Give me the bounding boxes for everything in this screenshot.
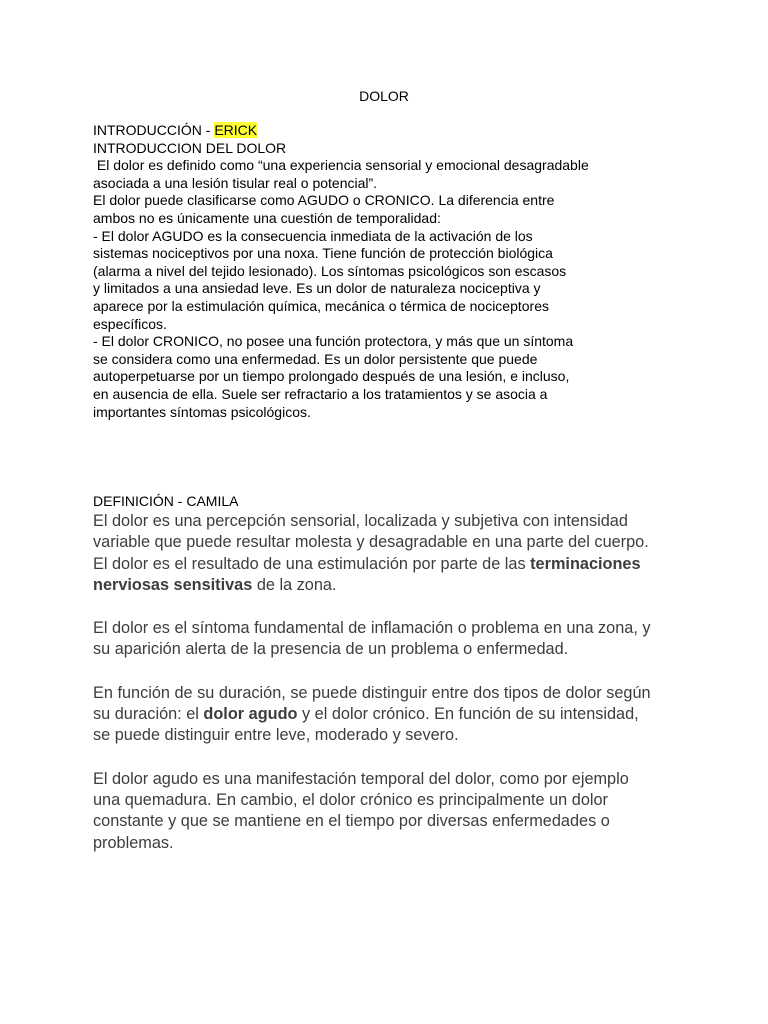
paragraph-line [93,575,693,596]
intro-line: El dolor es definido como “una experiencia sensorial y emocional desagradable [93,157,589,174]
bold-term: dolor agudo [203,705,298,724]
intro-line: sistemas nociceptivos por una noxa. Tiene función de protección biológica [93,245,553,262]
definition-paragraph-2 [93,618,693,661]
bold-term: terminaciones [530,554,641,573]
intro-line: (alarma a nivel del tejido lesionado). Los síntomas psicológicos son escasos [93,262,567,279]
definition-paragraph-3 [93,683,693,747]
intro-heading [93,122,633,140]
intro-line: y limitados a una ansiedad leve. Es un dolor de naturaleza nociceptiva y [93,280,541,297]
definition-heading: DEFINICIÓN - CAMILA [93,493,239,509]
intro-line: importantes síntomas psicológicos. [93,403,311,420]
bold-term: nerviosas sensitivas [93,575,253,594]
definition-paragraph-1 [93,511,693,596]
intro-heading-prefix: INTRODUCCIÓN - [93,122,215,138]
paragraph-line [93,704,693,725]
paragraph-line: se puede distinguir entre leve, moderado y severo. [93,726,459,745]
introduction-section [93,122,633,421]
paragraph-line: El dolor es el síntoma fundamental de inflamación o problema en una zona, y [93,619,651,638]
paragraph-line: constante y que se mantiene en el tiempo por diversas enfermedades o [93,812,610,831]
paragraph-text: El dolor es el resultado de una estimulación por parte de las [93,554,531,573]
paragraph-line: una quemadura. En cambio, el dolor crónico es principalmente un dolor [93,790,608,809]
paragraph-text: y el dolor crónico. En función de su intensidad, [297,705,639,724]
intro-author-highlight: ERICK [214,122,258,138]
paragraph-line: su aparición alerta de la presencia de un problema o enfermedad. [93,640,569,659]
intro-line: El dolor puede clasificarse como AGUDO o CRONICO. La diferencia entre [93,192,555,209]
paragraph-line: El dolor es una percepción sensorial, localizada y subjetiva con intensidad [93,512,628,530]
definition-paragraph-4 [93,769,693,854]
intro-line: - El dolor AGUDO es la consecuencia inmediata de la activación de los [93,227,533,244]
paragraph-line: problemas. [93,833,174,852]
intro-line: específicos. [93,315,167,332]
paragraph-line: En función de su duración, se puede distinguir entre dos tipos de dolor según [93,683,651,702]
paragraph-text: de la zona. [252,575,337,594]
intro-line: autoperpetuarse por un tiempo prolongado después de una lesión, e incluso, [93,368,570,385]
document-title: DOLOR [359,88,409,104]
paragraph-line: variable que puede resultar molesta y desagradable en una parte del cuerpo. [93,533,649,552]
paragraph-text: su duración: el [93,705,204,724]
definition-section [93,511,693,876]
intro-line: ambos no es únicamente una cuestión de temporalidad: [93,209,441,226]
intro-line: se considera como una enfermedad. Es un dolor persistente que puede [93,350,538,367]
paragraph-line: El dolor agudo es una manifestación temporal del dolor, como por ejemplo [93,769,629,788]
intro-line: aparece por la estimulación química, mecánica o térmica de nociceptores [93,297,550,314]
intro-line: en ausencia de ella. Suele ser refractario a los tratamientos y se asocia a [93,385,548,402]
intro-line: - El dolor CRONICO, no posee una función protectora, y más que un síntoma [93,333,574,350]
intro-line: asociada a una lesión tisular real o potencial”. [93,174,378,191]
intro-subheading: INTRODUCCION DEL DOLOR [93,139,287,156]
paragraph-line [93,554,693,575]
